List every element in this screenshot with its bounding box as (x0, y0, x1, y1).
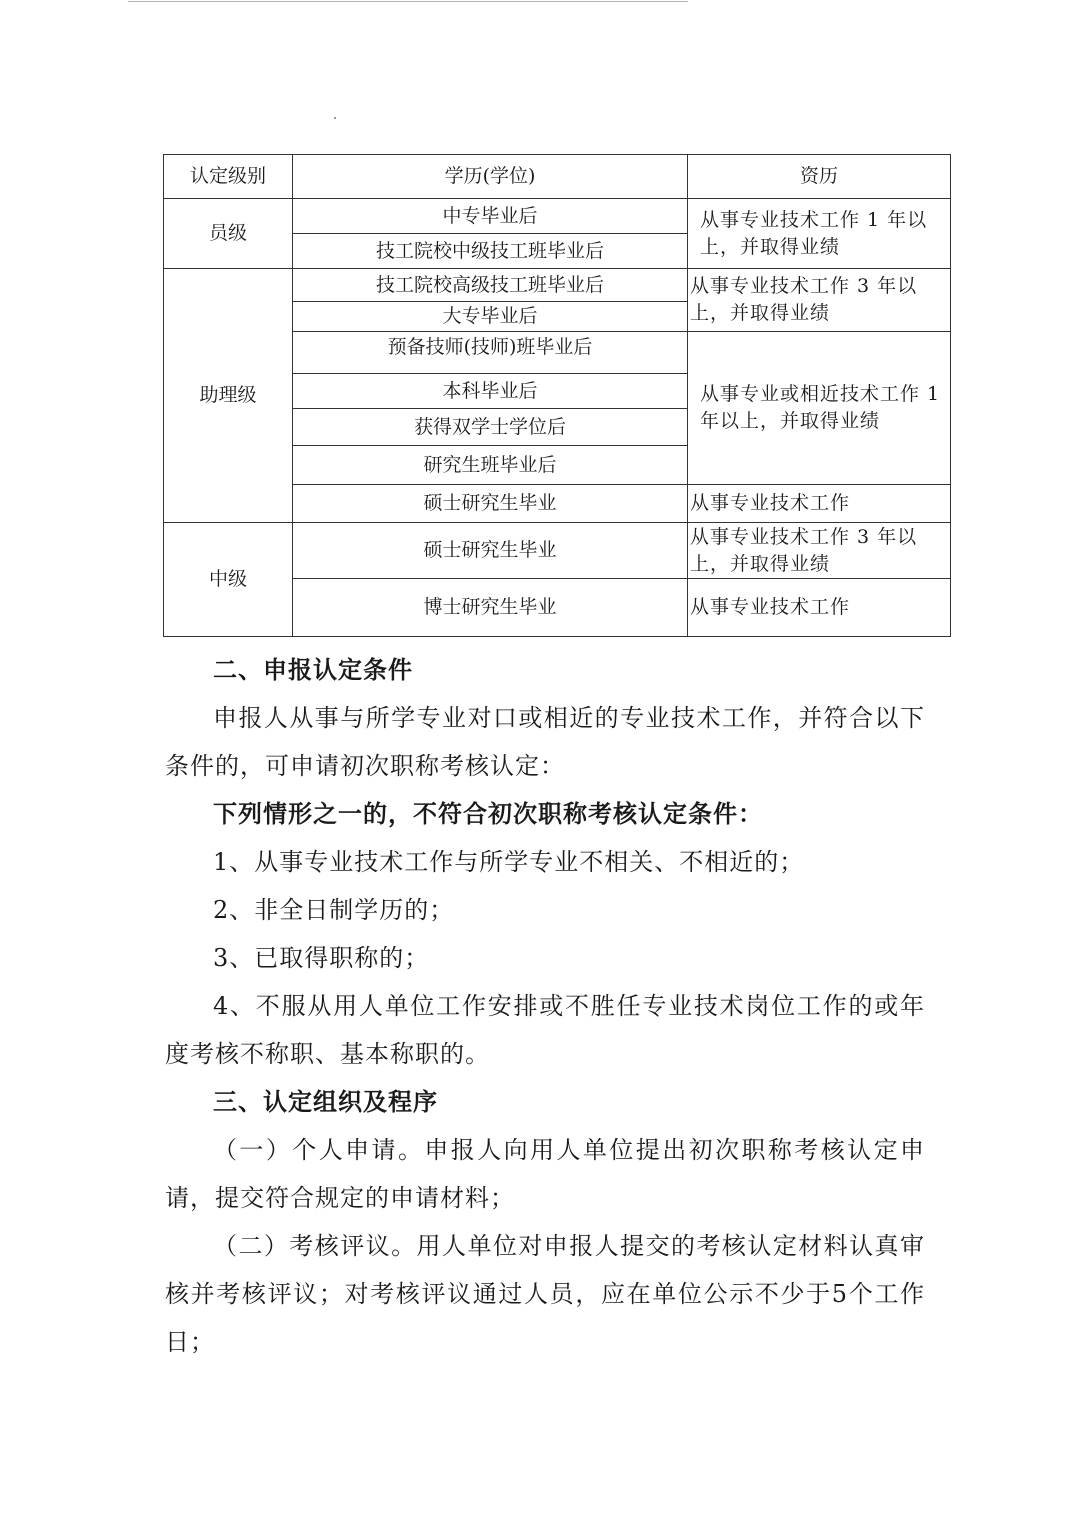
scan-speck (334, 117, 336, 119)
table-row (164, 523, 951, 579)
procedure-step: （二）考核评议。用人单位对申报人提交的考核认定材料认真审核并考核评议；对考核评议通过人员，应在单位公示不少于5个工作日； (165, 1232, 925, 1356)
education-cell: 博士研究生毕业 (293, 579, 688, 637)
experience-cell: 从事专业技术工作 (688, 579, 951, 637)
education-cell: 硕士研究生毕业 (293, 485, 688, 523)
experience-cell: 从事专业或相近技术工作 1 年以上，并取得业绩 (688, 332, 951, 485)
list-item: 1、从事专业技术工作与所学专业不相关、不相近的； (213, 848, 805, 876)
exclusion-heading: 下列情形之一的，不符合初次职称考核认定条件： (213, 799, 763, 828)
section3-heading: 三、认定组织及程序 (213, 1087, 438, 1116)
education-cell: 中专毕业后 (293, 199, 688, 234)
level-cell: 员级 (164, 199, 293, 269)
list-item: 2、非全日制学历的； (213, 896, 455, 924)
section2-intro: 申报人从事与所学专业对口或相近的专业技术工作，并符合以下条件的，可申请初次职称考核认定： (165, 704, 925, 780)
experience-cell: 从事专业技术工作 1 年以上，并取得业绩 (688, 199, 951, 269)
table-row (164, 199, 951, 234)
experience-cell: 从事专业技术工作 (688, 485, 951, 523)
section2-heading: 二、申报认定条件 (213, 655, 413, 684)
header-experience: 资历 (688, 155, 951, 199)
education-cell: 技工院校高级技工班毕业后 (293, 269, 688, 302)
experience-cell: 从事专业技术工作 3 年以上，并取得业绩 (688, 269, 951, 332)
level-cell: 中级 (164, 523, 293, 637)
table-row (164, 269, 951, 302)
level-cell: 助理级 (164, 269, 293, 523)
experience-cell: 从事专业技术工作 3 年以上，并取得业绩 (688, 523, 951, 579)
header-level: 认定级别 (164, 155, 293, 199)
education-cell: 预备技师(技师)班毕业后 (293, 332, 688, 374)
education-cell: 技工院校中级技工班毕业后 (293, 234, 688, 269)
list-item: 4、不服从用人单位工作安排或不胜任专业技术岗位工作的或年度考核不称职、基本称职的。 (165, 992, 925, 1068)
scan-edge-line (128, 1, 688, 2)
list-item: 3、已取得职称的； (213, 944, 430, 972)
education-cell: 大专毕业后 (293, 302, 688, 332)
education-cell: 研究生班毕业后 (293, 446, 688, 485)
education-cell: 获得双学士学位后 (293, 409, 688, 446)
education-cell: 硕士研究生毕业 (293, 523, 688, 579)
qualification-table (163, 154, 951, 637)
header-education: 学历(学位) (293, 155, 688, 199)
procedure-step: （一）个人申请。申报人向用人单位提出初次职称考核认定申请，提交符合规定的申请材料； (165, 1136, 925, 1212)
education-cell: 本科毕业后 (293, 374, 688, 409)
body-text (165, 646, 925, 1366)
table-header-row (164, 155, 951, 199)
